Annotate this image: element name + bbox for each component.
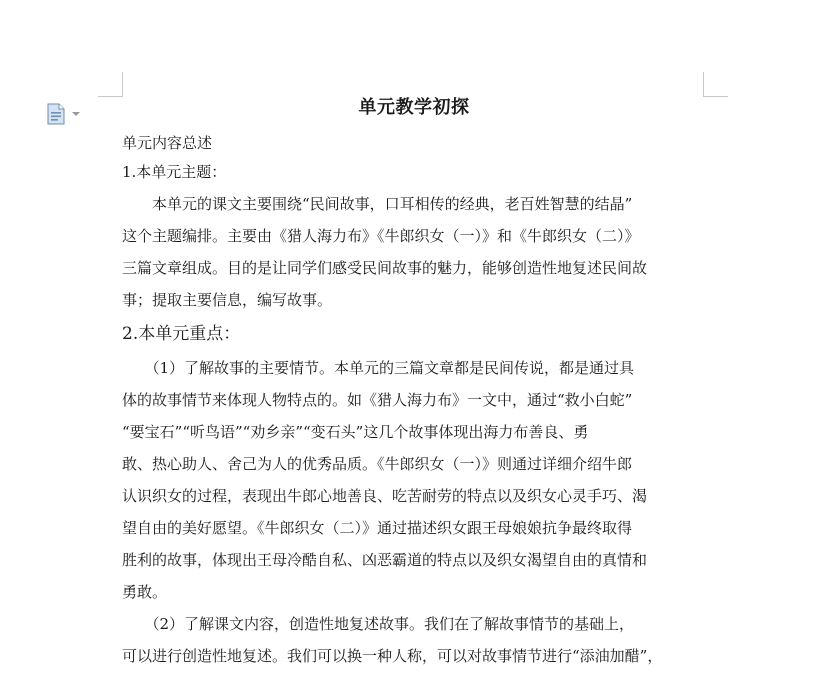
margin-corner-top-right bbox=[703, 72, 728, 97]
paragraph-line: （1）了解故事的主要情节。本单元的三篇文章都是民间传说，都是通过具 bbox=[122, 359, 635, 377]
theme-label: 1.本单元主题： bbox=[122, 163, 227, 181]
paragraph-line: 本单元的课文主要围绕“民间故事，口耳相传的经典，老百姓智慧的结晶” bbox=[122, 195, 633, 213]
paragraph-line: 这个主题编排。主要由《猎人海力布》《牛郎织女（一）》和《牛郎织女（二）》 bbox=[122, 227, 640, 245]
paragraph-line: 事；提取主要信息，编写故事。 bbox=[122, 291, 333, 309]
paragraph-line: （2）了解课文内容，创造性地复述故事。我们在了解故事情节的基础上， bbox=[122, 615, 635, 633]
theme-paragraph bbox=[122, 188, 706, 316]
paragraph-options-button[interactable] bbox=[46, 102, 86, 126]
paragraph-line: 勇敢。 bbox=[122, 583, 168, 601]
paragraph-line: 可以进行创造性地复述。我们可以换一种人称，可以对故事情节进行“添油加醋”， bbox=[122, 647, 663, 665]
paragraph-line: 三篇文章组成。目的是让同学们感受民间故事的魅力，能够创造性地复述民间故 bbox=[122, 259, 648, 277]
paragraph-line: 敢、热心助人、舍己为人的优秀品质。《牛郎织女（一）》则通过详细介绍牛郎 bbox=[122, 455, 633, 473]
paragraph-line: “要宝石”“听鸟语”“劝乡亲”“变石头”这几个故事体现出海力布善良、勇 bbox=[122, 423, 589, 441]
document-icon bbox=[46, 103, 66, 125]
focus-paragraph bbox=[122, 352, 706, 672]
paragraph-line: 认识织女的过程，表现出牛郎心地善良、吃苦耐劳的特点以及织女心灵手巧、渴 bbox=[122, 487, 648, 505]
focus-label: 2.本单元重点： bbox=[122, 324, 241, 344]
caret-down-icon bbox=[72, 111, 80, 117]
paragraph-line: 望自由的美好愿望。《牛郎织女（二）》通过描述织女跟王母娘娘抗争最终取得 bbox=[122, 519, 633, 537]
unit-overview-heading: 单元内容总述 bbox=[122, 134, 213, 152]
paragraph-line: 胜利的故事，体现出王母冷酷自私、凶恶霸道的特点以及织女渴望自由的真情和 bbox=[122, 551, 648, 569]
paragraph-line: 体的故事情节来体现人物特点的。如《猎人海力布》一文中，通过“救小白蛇” bbox=[122, 391, 633, 409]
document-body[interactable] bbox=[122, 95, 706, 672]
document-title: 单元教学初探 bbox=[358, 97, 470, 118]
margin-corner-top-left bbox=[98, 72, 123, 97]
